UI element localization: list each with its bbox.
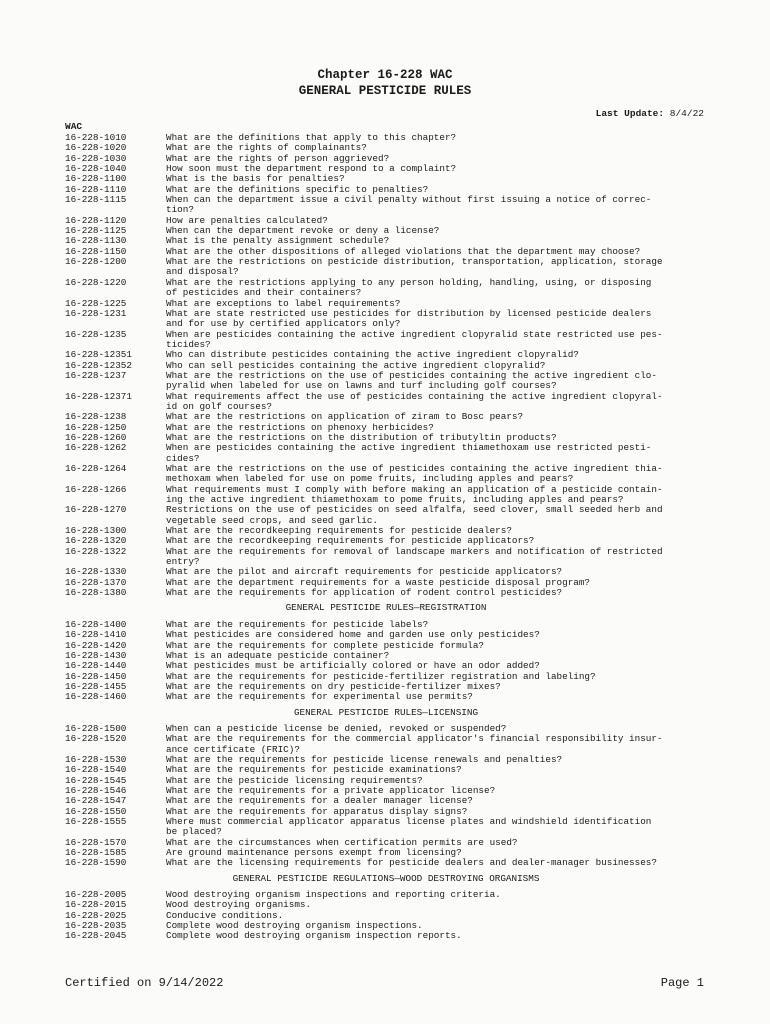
section-title-line: What are state restricted use pesticides for distribution by licensed pesticide dealers [166,307,652,319]
section-title-line: Conducive conditions. [166,909,284,921]
section-number[interactable]: 16-228-1420 [65,639,127,651]
section-number[interactable]: 16-228-1300 [65,525,127,537]
toc-entry[interactable] [65,195,707,216]
section-number[interactable]: 16-228-1220 [65,276,127,288]
chapter-title: Chapter 16-228 WAC [317,68,453,82]
section-title [166,195,707,216]
section-title-line: What pesticides are considered home and garden use only pesticides? [166,629,540,641]
toc-entry[interactable] [65,371,707,392]
section-title-line: What is the penalty assignment schedule? [166,235,390,247]
section-number[interactable]: 16-228-12351 [65,349,132,361]
section-number[interactable]: 16-228-1264 [65,463,127,474]
section-title-line: What are the restrictions on the distribution of tributyltin products? [166,431,557,443]
section-number[interactable]: 16-228-1590 [65,857,127,869]
section-number[interactable]: 16-228-1370 [65,576,127,588]
section-title [166,464,707,485]
section-title [166,931,707,941]
section-title-line: Restrictions on the use of pesticides on seed alfalfa, seed clover, small seeded herb and [166,504,663,516]
section-number[interactable]: 16-228-12352 [65,359,132,371]
section-number[interactable]: 16-228-1570 [65,836,127,848]
section-number[interactable]: 16-228-1380 [65,587,127,599]
section-heading: GENERAL PESTICIDE RULES—LICENSING [293,706,479,718]
section-title-line: What are the restrictions on application of ziram to Bosc pears? [166,411,524,423]
section-title [166,734,707,755]
section-title-line: What is the basis for penalties? [166,173,345,185]
section-number[interactable]: 16-228-1460 [65,691,127,703]
section-title-line: pyralid when labeled for use on lawns and turf including golf courses? [166,380,557,392]
section-number[interactable]: 16-228-1320 [65,535,127,547]
section-title [166,309,707,330]
last-update [596,108,704,119]
section-title-line: When can a pesticide license be denied, revoked or suspended? [166,722,507,734]
section-title-line: What are exceptions to label requirements? [166,297,401,309]
section-title-line: be placed? [166,826,222,838]
section-number[interactable]: 16-228-2015 [65,899,127,911]
section-title-line: What requirements must I comply with before making an application of a pesticide contain- [166,483,663,495]
section-title [166,858,707,868]
toc-entry[interactable] [65,858,707,868]
section-title [166,692,707,702]
section-title-line: ticides? [166,338,211,350]
section-number[interactable]: 16-228-1110 [65,183,127,195]
section-title-line: When can the department issue a civil penalty without first issuing a notice of correc- [166,194,652,206]
section-number[interactable]: 16-228-1546 [65,784,127,796]
section-title-line: What are the requirements for application of rodent control pesticides? [166,587,563,599]
section-title-line: vegetable seed crops, and seed garlic. [166,514,379,526]
certified-date: Certified on 9/14/2022 [65,976,224,990]
section-title-line: Who can distribute pesticides containing the active ingredient clopyralid? [166,349,579,361]
section-title-line: What are the pesticide licensing requirements? [166,774,423,786]
section-number[interactable]: 16-228-1010 [65,132,127,143]
section-number[interactable]: 16-228-1550 [65,805,127,817]
section-title-line: Wood destroying organism inspections and reporting criteria. [166,889,501,901]
section-heading: GENERAL PESTICIDE RULES—REGISTRATION [285,602,487,614]
chapter-subtitle: GENERAL PESTICIDE RULES [298,84,472,98]
section-title-line: methoxam when labeled for use on pome fruits, including apples and pears? [166,473,574,485]
section-title-line: and for use by certified applicators only? [166,318,401,330]
section-title-line: cides? [166,452,200,464]
section-title-line: When are pesticides containing the active ingredient clopyralid state restricted use pes- [166,328,663,340]
section-title-line: What are the restrictions on phenoxy herbicides? [166,421,434,433]
section-title-line: What are the restrictions on the use of pesticides containing the active ingredient thia- [166,463,663,474]
section-number[interactable]: 16-228-2025 [65,909,127,921]
section-number[interactable]: 16-228-12371 [65,390,132,402]
toc-entry[interactable] [65,817,707,838]
section-number[interactable]: 16-228-1547 [65,795,127,807]
toc-entry[interactable] [65,164,707,174]
section-title-line: Are ground maintenance persons exempt from licensing? [166,847,462,859]
section-title-line: What are the requirements for pesticide labels? [166,618,429,630]
toc-entry[interactable] [65,630,707,640]
section-title-line: What are the requirements on dry pesticide-fertilizer mixes? [166,680,501,692]
section-number[interactable]: 16-228-1030 [65,152,127,164]
section-title-line: What are the definitions that apply to this chapter? [166,132,457,143]
section-title [166,371,707,392]
section-number[interactable]: 16-228-1020 [65,142,127,154]
section-number[interactable]: 16-228-1530 [65,753,127,765]
section-number[interactable]: 16-228-1235 [65,328,127,340]
section-number[interactable]: 16-228-1545 [65,774,127,786]
section-title-line: What are the requirements for complete pesticide formula? [166,639,485,651]
section-title-line: id on golf courses? [166,400,273,412]
section-number[interactable]: 16-228-1330 [65,566,127,578]
section-number[interactable]: 16-228-1125 [65,225,127,237]
section-title-line: ing the active ingredient thiamethoxam to pome fruits, including apples and pears? [166,494,624,506]
section-number[interactable]: 16-228-1231 [65,307,127,319]
section-number[interactable]: 16-228-2035 [65,920,127,932]
section-number[interactable]: 16-228-1266 [65,483,127,495]
section-number[interactable]: 16-228-1040 [65,163,127,175]
section-title-line: When are pesticides containing the active ingredient thiamethoxam use restricted pesti- [166,442,652,454]
section-title [166,443,707,464]
section-title-line: Where must commercial applicator apparatus license plates and windshield identification [166,816,652,827]
section-title-line: What are the requirements for pesticide-fertilizer registration and labeling? [166,670,596,682]
table-of-contents [65,133,707,942]
section-title [166,588,707,598]
section-title-line: tion? [166,204,194,216]
section-title-line: What are the pilot and aircraft requirements for pesticide applicators? [166,566,563,578]
section-title [166,485,707,506]
section-title-line: What are the licensing requirements for pesticide dealers and dealer-manager businesses? [166,857,657,869]
section-title-line: What are the requirements for apparatus display signs? [166,805,468,817]
section-number[interactable]: 16-228-1260 [65,431,127,443]
section-title [166,330,707,351]
section-title-line: What are the requirements for pesticide license renewals and penalties? [166,753,563,765]
section-title-line: Complete wood destroying organism inspections. [166,920,423,932]
section-title-line: What are the requirements for the commercial applicator's financial responsibility insur- [166,733,663,745]
section-title [166,505,707,526]
section-title-line: and disposal? [166,266,239,278]
section-number[interactable]: 16-228-1430 [65,649,127,661]
section-title [166,547,707,568]
section-number[interactable]: 16-228-1100 [65,173,127,185]
toc-entry[interactable] [65,350,707,360]
section-title [166,257,707,278]
section-title-line: What are the recordkeeping requirements for pesticide dealers? [166,525,512,537]
toc-entry[interactable] [65,588,707,598]
section-title [166,661,707,671]
toc-entry[interactable] [65,392,707,413]
toc-entry[interactable] [65,443,707,464]
section-title-line: Who can sell pesticides containing the active ingredient clopyralid? [166,359,546,371]
toc-entry[interactable] [65,547,707,568]
section-title-line: What are the restrictions on pesticide distribution, transportation, application, storage [166,256,663,268]
section-number[interactable]: 16-228-1130 [65,235,127,247]
section-title-line: What are the restrictions applying to any person holding, handling, using, or disposing [166,276,652,288]
section-title [166,392,707,413]
section-number[interactable]: 16-228-1450 [65,670,127,682]
section-title-line: What are the rights of person aggrieved? [166,152,390,164]
toc-entry[interactable] [65,505,707,526]
section-number[interactable]: 16-228-2045 [65,930,127,942]
section-title [166,278,707,299]
section-title [166,817,707,838]
section-title-line: What are the rights of complainants? [166,142,367,154]
toc-entry[interactable] [65,464,707,485]
section-title-line: Complete wood destroying organism inspection reports. [166,930,462,942]
toc-entry[interactable] [65,692,707,702]
section-heading: GENERAL PESTICIDE REGULATIONS—WOOD DESTROYING ORGANISMS [232,872,540,884]
toc-entry[interactable] [65,133,707,143]
section-title-line: ance certificate (FRIC)? [166,743,300,755]
section-title-line: What are the department requirements for a waste pesticide disposal program? [166,576,591,588]
section-title-line: What are the requirements for experimental use permits? [166,691,473,703]
section-number[interactable]: 16-228-1115 [65,194,127,206]
section-title [166,630,707,640]
last-update-value: 8/4/22 [669,108,704,119]
section-title-line: What are the definitions specific to penalties? [166,183,429,195]
section-title-line: What are the requirements for a private applicator license? [166,784,496,796]
section-number[interactable]: 16-228-1400 [65,618,127,630]
section-title-line: entry? [166,556,200,568]
wac-column-label: WAC [65,121,83,132]
section-title-line: What are the recordkeeping requirements for pesticide applicators? [166,535,535,547]
last-update-label: Last Update: [595,108,665,119]
section-number[interactable]: 16-228-1455 [65,680,127,692]
section-number[interactable]: 16-228-1262 [65,442,127,454]
section-number[interactable]: 16-228-1555 [65,816,127,827]
toc-entry[interactable] [65,890,707,900]
section-number[interactable]: 16-228-1120 [65,214,127,226]
section-number[interactable]: 16-228-1500 [65,722,127,734]
toc-entry[interactable] [65,931,707,941]
section-number[interactable]: 16-228-1200 [65,256,127,268]
section-title-line: What requirements affect the use of pesticides containing the active ingredient clopyral- [166,390,663,402]
toc-entry[interactable] [65,661,707,671]
toc-entry[interactable] [65,734,707,755]
section-number[interactable]: 16-228-1520 [65,733,127,745]
section-title-line: When can the department revoke or deny a license? [166,225,440,237]
section-number[interactable]: 16-228-1237 [65,369,127,381]
section-title-line: How soon must the department respond to a complaint? [166,163,457,175]
toc-entry[interactable] [65,485,707,506]
section-number[interactable]: 16-228-1322 [65,545,127,557]
toc-entry[interactable] [65,900,707,910]
section-title [166,350,707,360]
page-number: Page 1 [660,976,704,990]
section-title-line: What pesticides must be artificially colored or have an odor added? [166,660,540,672]
toc-entry[interactable] [65,309,707,330]
section-title-line: How are penalties calculated? [166,214,328,226]
section-number[interactable]: 16-228-1238 [65,411,127,423]
section-title-line: What are the other dispositions of alleged violations that the department may choose? [166,245,641,257]
section-number[interactable]: 16-228-1440 [65,660,127,672]
section-number[interactable]: 16-228-1410 [65,629,127,641]
section-title-line: What are the requirements for pesticide examinations? [166,764,462,776]
section-number[interactable]: 16-228-1150 [65,245,127,257]
section-number[interactable]: 16-228-1270 [65,504,127,516]
section-title-line: What are the restrictions on the use of pesticides containing the active ingredient clo- [166,369,657,381]
toc-entry[interactable] [65,257,707,278]
section-number[interactable]: 16-228-1225 [65,297,127,309]
section-number[interactable]: 16-228-2005 [65,889,127,901]
section-number[interactable]: 16-228-1250 [65,421,127,433]
section-title-line: Wood destroying organisms. [166,899,312,911]
section-number[interactable]: 16-228-1585 [65,847,127,859]
section-title-line: What are the circumstances when certification permits are used? [166,836,518,848]
section-title-line: What are the requirements for a dealer manager license? [166,795,473,807]
section-title-line: of pesticides and their containers? [166,287,362,299]
toc-entry[interactable] [65,278,707,299]
section-title-line: What is an adequate pesticide container? [166,649,390,661]
toc-entry[interactable] [65,330,707,351]
section-title-line: What are the requirements for removal of landscape markers and notification of restricted [166,545,663,557]
section-number[interactable]: 16-228-1540 [65,764,127,776]
